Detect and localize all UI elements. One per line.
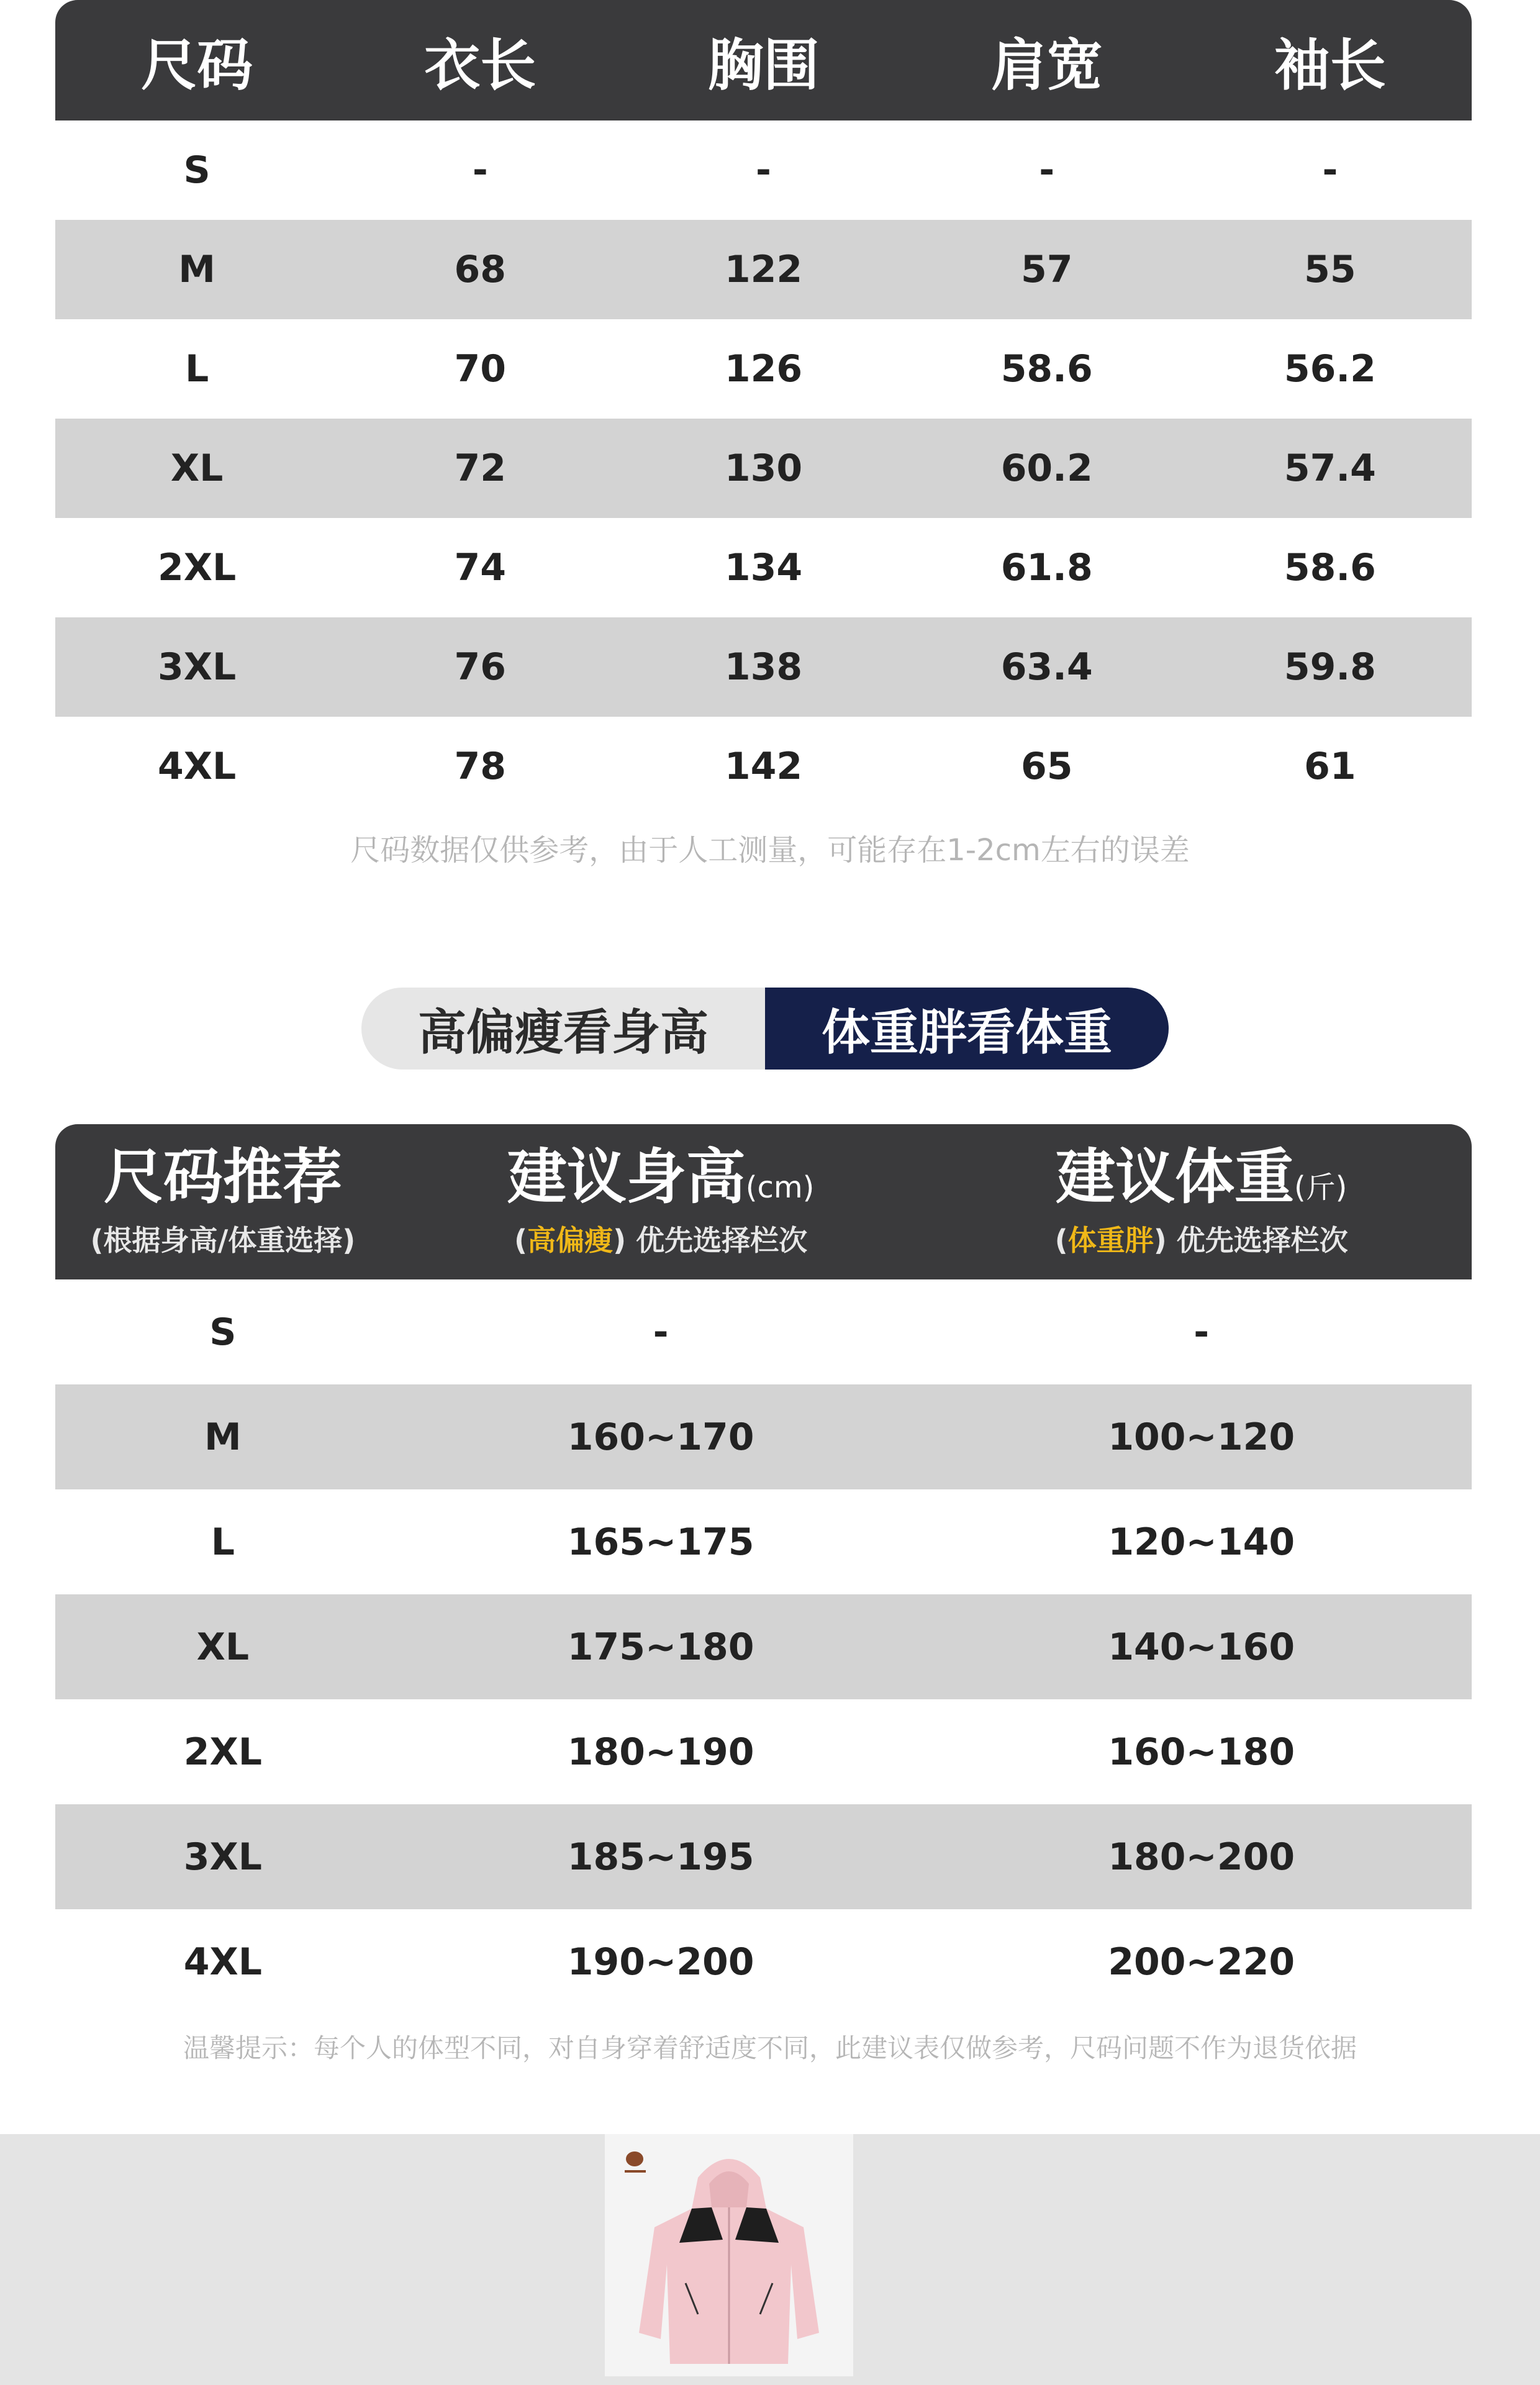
table-cell: 160~170 bbox=[567, 1415, 754, 1459]
table-cell: 72 bbox=[454, 447, 507, 490]
table-cell: S bbox=[209, 1310, 237, 1354]
table-cell: - bbox=[653, 1310, 669, 1354]
table-row bbox=[55, 1489, 1472, 1594]
header-height bbox=[391, 1142, 931, 1259]
brand-logo-icon bbox=[625, 2151, 646, 2173]
pink-jacket-icon bbox=[605, 2134, 853, 2376]
header-shoulder: 肩宽 bbox=[990, 33, 1103, 98]
table-cell: 175~180 bbox=[567, 1625, 754, 1669]
table-cell: 78 bbox=[454, 745, 507, 788]
table-cell: 58.6 bbox=[1000, 347, 1093, 391]
toggle-weight-option[interactable]: 体重胖看体重 bbox=[765, 988, 1169, 1070]
table-cell: 3XL bbox=[183, 1835, 263, 1879]
weight-highlight: 体重胖 bbox=[1067, 1223, 1154, 1257]
table-cell: 60.2 bbox=[1000, 447, 1093, 490]
table-cell: 65 bbox=[1020, 745, 1073, 788]
table-cell: 74 bbox=[454, 546, 507, 589]
table-cell: 58.6 bbox=[1284, 546, 1376, 589]
table-cell: - bbox=[1039, 148, 1055, 192]
table-cell: 68 bbox=[454, 248, 507, 291]
table-cell: 120~140 bbox=[1108, 1520, 1295, 1564]
table-cell: 200~220 bbox=[1108, 1940, 1295, 1984]
table-cell: 61.8 bbox=[1000, 546, 1093, 589]
header-size: 尺码 bbox=[141, 33, 253, 98]
header-sleeve: 袖长 bbox=[1274, 33, 1386, 98]
size-table bbox=[55, 0, 1472, 816]
table-cell: - bbox=[1194, 1310, 1210, 1354]
table-cell: L bbox=[184, 347, 209, 391]
product-thumbnail[interactable] bbox=[605, 2134, 853, 2376]
table-cell: 185~195 bbox=[567, 1835, 754, 1879]
table-row bbox=[55, 120, 1472, 220]
weight-unit: (斤) bbox=[1293, 1170, 1348, 1206]
table-cell: 57 bbox=[1020, 248, 1073, 291]
height-title: 建议身高 bbox=[507, 1142, 746, 1212]
size-note: 尺码数据仅供参考，由于人工测量，可能存在1-2cm左右的误差 bbox=[350, 833, 1190, 868]
table-cell: 63.4 bbox=[1000, 645, 1093, 689]
size-table-body bbox=[55, 120, 1472, 816]
table-row bbox=[55, 1279, 1472, 1384]
table-row bbox=[55, 1804, 1472, 1909]
table-row bbox=[55, 419, 1472, 518]
table-cell: 126 bbox=[724, 347, 803, 391]
weight-title: 建议体重 bbox=[1055, 1142, 1294, 1212]
table-cell: XL bbox=[170, 447, 224, 490]
table-cell: XL bbox=[196, 1625, 250, 1669]
table-row bbox=[55, 1594, 1472, 1699]
header-weight bbox=[931, 1142, 1472, 1259]
table-cell: 3XL bbox=[157, 645, 237, 689]
height-highlight: 高偏瘦 bbox=[527, 1223, 614, 1257]
recommend-table-body bbox=[55, 1279, 1472, 2014]
table-cell: - bbox=[1322, 148, 1338, 192]
table-cell: 76 bbox=[454, 645, 507, 689]
table-cell: 59.8 bbox=[1284, 645, 1376, 689]
header-chest: 胸围 bbox=[707, 33, 820, 98]
recommend-note: 温馨提示：每个人的体型不同，对自身穿着舒适度不同，此建议表仅做参考，尺码问题不作为退货依据 bbox=[183, 2033, 1357, 2063]
table-cell: - bbox=[472, 148, 488, 192]
table-cell: 55 bbox=[1304, 248, 1356, 291]
recommend-table bbox=[55, 1124, 1472, 2014]
size-table-header bbox=[55, 0, 1472, 120]
table-cell: 57.4 bbox=[1284, 447, 1376, 490]
height-unit: (cm) bbox=[745, 1170, 815, 1206]
table-cell: 165~175 bbox=[567, 1520, 754, 1564]
header-length: 衣长 bbox=[424, 33, 537, 98]
table-row bbox=[55, 1699, 1472, 1804]
table-cell: 142 bbox=[724, 745, 803, 788]
table-cell: - bbox=[756, 148, 771, 192]
table-cell: M bbox=[178, 248, 215, 291]
height-subtitle: (高偏瘦) 优先选择栏次 bbox=[514, 1223, 808, 1257]
table-cell: 70 bbox=[454, 347, 507, 391]
weight-subtitle: (体重胖) 优先选择栏次 bbox=[1054, 1223, 1348, 1257]
table-cell: 2XL bbox=[183, 1730, 263, 1774]
table-cell: 100~120 bbox=[1108, 1415, 1295, 1459]
table-cell: 134 bbox=[724, 546, 803, 589]
recommend-title: 尺码推荐 bbox=[103, 1142, 342, 1212]
table-row bbox=[55, 1909, 1472, 2014]
table-cell: 122 bbox=[724, 248, 803, 291]
toggle-height-option[interactable]: 高偏瘦看身高 bbox=[361, 988, 765, 1070]
table-cell: 190~200 bbox=[567, 1940, 754, 1984]
table-cell: 180~200 bbox=[1108, 1835, 1295, 1879]
table-cell: L bbox=[211, 1520, 235, 1564]
table-cell: 61 bbox=[1304, 745, 1356, 788]
fit-toggle bbox=[361, 988, 1169, 1070]
table-row bbox=[55, 220, 1472, 319]
table-cell: 56.2 bbox=[1284, 347, 1376, 391]
table-row bbox=[55, 1384, 1472, 1489]
table-row bbox=[55, 717, 1472, 816]
header-recommend bbox=[55, 1142, 391, 1259]
table-cell: M bbox=[204, 1415, 242, 1459]
table-row bbox=[55, 518, 1472, 617]
table-row bbox=[55, 319, 1472, 419]
table-cell: 2XL bbox=[157, 546, 237, 589]
recommend-table-header bbox=[55, 1124, 1472, 1279]
table-cell: 4XL bbox=[183, 1940, 263, 1984]
table-cell: 130 bbox=[724, 447, 803, 490]
table-cell: 160~180 bbox=[1108, 1730, 1295, 1774]
table-cell: 138 bbox=[724, 645, 803, 689]
table-row bbox=[55, 617, 1472, 717]
table-cell: 140~160 bbox=[1108, 1625, 1295, 1669]
recommend-subtitle: (根据身高/体重选择) bbox=[90, 1223, 356, 1257]
table-cell: 180~190 bbox=[567, 1730, 754, 1774]
table-cell: S bbox=[183, 148, 211, 192]
table-cell: 4XL bbox=[157, 745, 237, 788]
